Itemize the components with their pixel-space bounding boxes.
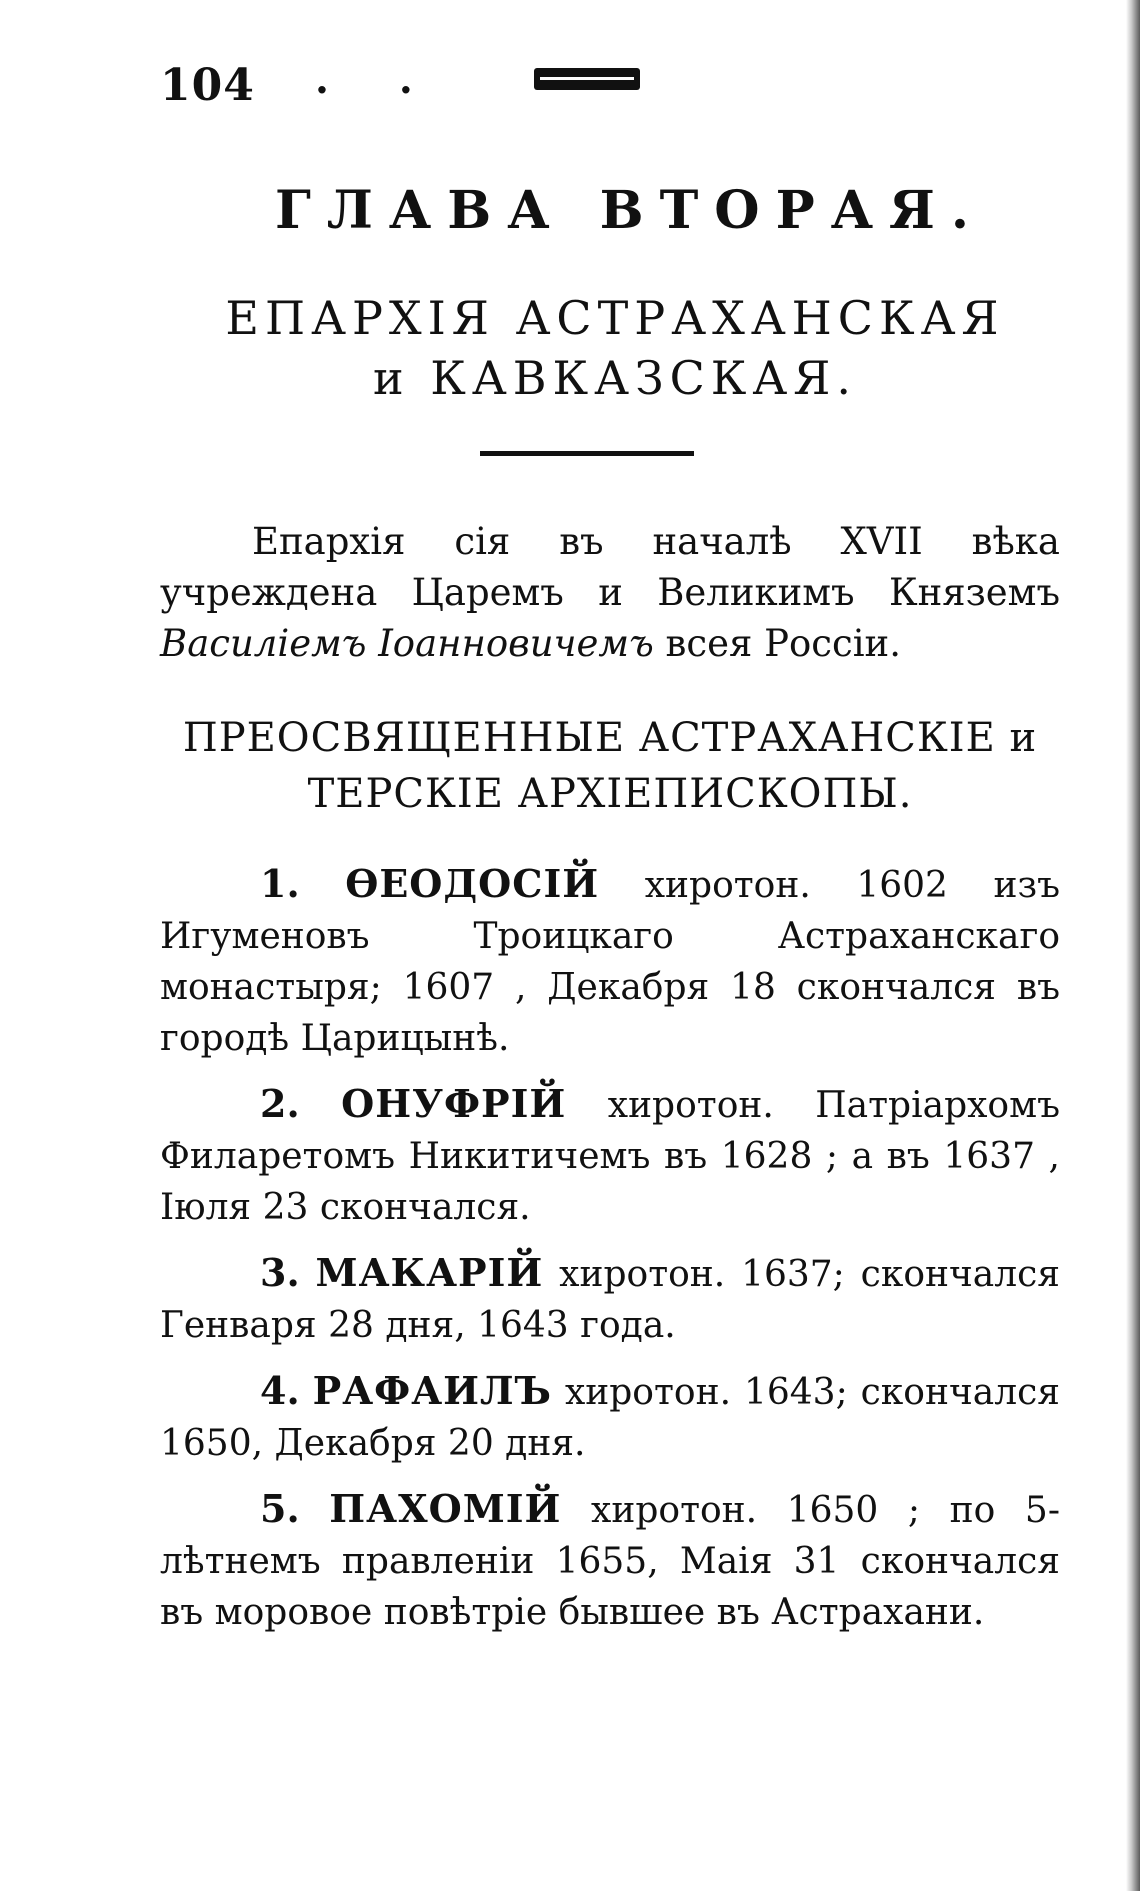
entry-name: ѲЕОДОСІЙ bbox=[345, 861, 600, 906]
list-item bbox=[160, 1078, 1060, 1233]
page-number: 104 bbox=[160, 60, 255, 111]
diocese-title-line2: и КАВКАЗСКАЯ. bbox=[372, 351, 858, 405]
entry-number: 3. bbox=[260, 1250, 300, 1295]
entry-name: РАФАИЛЪ bbox=[312, 1368, 553, 1413]
entry-text: хиротон. 1643; скончался 1650, Декабря 20 дня. bbox=[160, 1372, 1060, 1464]
list-item bbox=[160, 1483, 1060, 1638]
header-ornament-bar bbox=[534, 68, 640, 90]
entry-number: 4. bbox=[260, 1368, 300, 1413]
entry-name: ОНУФРІЙ bbox=[341, 1081, 567, 1126]
entry-number: 1. bbox=[260, 861, 300, 906]
list-item bbox=[160, 1247, 1060, 1351]
entry-text: хиротон. Патріархомъ Филаретомъ Никитичемъ въ 1628 ; а въ 1637 , Іюля 23 скончался. bbox=[160, 1085, 1060, 1228]
entry-text: хиротон. 1637; скончался Генваря 28 дня, 1643 года. bbox=[160, 1254, 1060, 1346]
entry-text: хиротон. 1650 ; по 5-лѣтнемъ правленіи 1655, Маія 31 скончался въ моровое повѣтріе бывшее въ Астрахани. bbox=[160, 1490, 1060, 1633]
intro-text-a: Епархія сія въ началѣ XVII вѣка учреждена Царемъ и Великимъ Княземъ bbox=[160, 520, 1060, 614]
list-item bbox=[160, 858, 1060, 1064]
header-dots: . . bbox=[315, 56, 441, 103]
diocese-title bbox=[160, 288, 1070, 408]
entry-number: 5. bbox=[260, 1486, 300, 1531]
section-heading: ПРЕОСВЯЩЕННЫЕ АСТРАХАНСКІЕ и ТЕРСКІЕ АРХІЕПИСКОПЫ. bbox=[182, 715, 1038, 817]
bishop-list bbox=[160, 858, 1060, 1652]
entry-text: хиротон. 1602 изъ Игуменовъ Троицкаго Астраханскаго монастыря; 1607 , Декабря 18 скончался въ городѣ Царицынѣ. bbox=[160, 865, 1060, 1059]
intro-paragraph bbox=[160, 516, 1060, 669]
diocese-title-line1: ЕПАРХІЯ АСТРАХАНСКАЯ bbox=[225, 291, 1005, 345]
chapter-title: ГЛАВА ВТОРАЯ. bbox=[275, 180, 985, 241]
intro-italic-name: Василіемъ Іоанновичемъ bbox=[160, 622, 654, 665]
divider-rule bbox=[480, 451, 694, 456]
page-edge-shadow bbox=[1126, 0, 1140, 1891]
entry-name: ПАХОМІЙ bbox=[329, 1486, 562, 1531]
entry-name: МАКАРІЙ bbox=[315, 1250, 544, 1295]
entry-number: 2. bbox=[260, 1081, 300, 1126]
list-item bbox=[160, 1365, 1060, 1469]
intro-text-b: всея Россіи. bbox=[653, 622, 901, 665]
